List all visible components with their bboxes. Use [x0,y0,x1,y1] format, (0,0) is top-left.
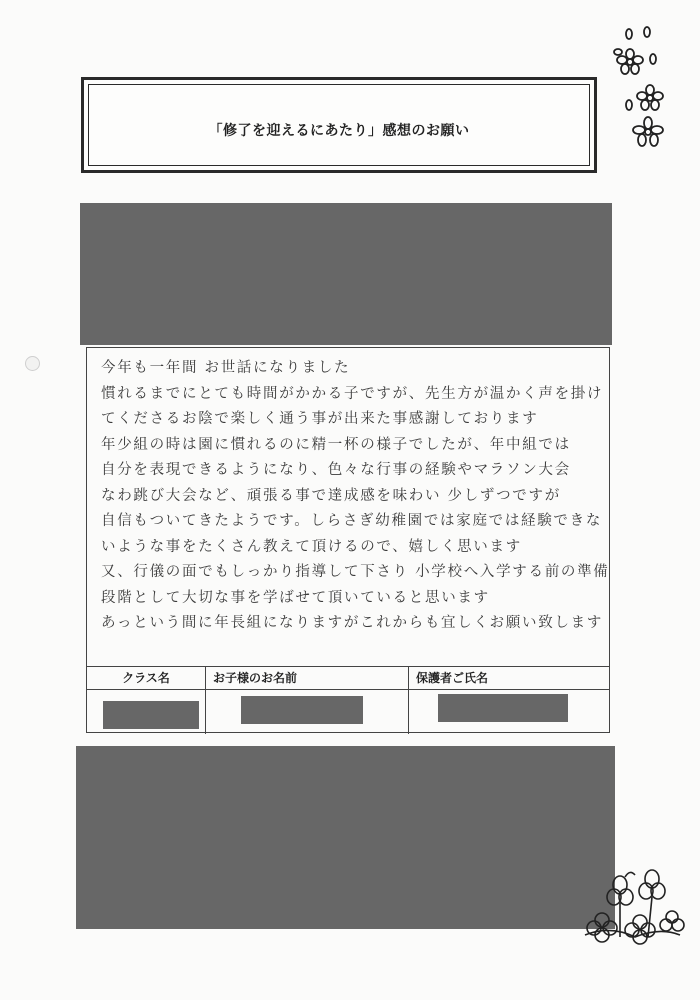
redacted-block [80,203,612,345]
letter-form [86,347,610,733]
child-name-cell [205,667,409,734]
clover-illustration-icon [580,865,685,955]
letter-line: いような事をたくさん教えて頂けるので、嬉しく思います [101,538,522,555]
handwritten-letter [101,356,610,637]
punch-hole [25,356,40,371]
redacted-class-name [103,701,199,729]
class-label: クラス名 [87,667,205,690]
flower-decoration-icon [606,22,676,162]
letter-line: 自分を表現できるようになり、色々な行事の経験やマラソン大会 [101,462,571,478]
letter-line: 今年も一年間 お世話になりました [101,360,351,376]
form-footer [87,666,609,734]
letter-line: 慣れるまでにとても時間がかかる子ですが、先生方が温かく声を掛け [101,385,604,402]
redacted-child-name [241,696,363,724]
letter-line: 年少組の時は園に慣れるのに精一杯の様子でしたが、年中組では [101,436,571,453]
class-cell [87,667,206,734]
letter-line: てくださるお陰で楽しく通う事が出来た事感謝しております [101,411,539,427]
guardian-name-label: 保護者ご氏名 [408,667,609,690]
guardian-name-cell [408,667,609,734]
letter-line: 自信もついてきたようです。しらさぎ幼稚園では家庭では経験できな [101,513,603,529]
letter-line: 段階として大切な事を学ばせて頂いていると思います [101,589,490,606]
title-frame [81,77,597,173]
redacted-guardian-name [438,694,568,722]
document-title: 「修了を迎えるにあたり」感想のお願い [208,123,470,139]
redacted-block [76,746,615,929]
letter-line: なわ跳び大会など、頑張る事で達成感を味わい 少しずつですが [101,487,561,504]
child-name-label: お子様のお名前 [205,667,408,690]
letter-line: 又、行儀の面でもしっかり指導して下さり 小学校へ入学する前の準備 [101,564,610,580]
letter-line: あっという間に年長組になりますがこれからも宜しくお願い致します [101,615,604,631]
